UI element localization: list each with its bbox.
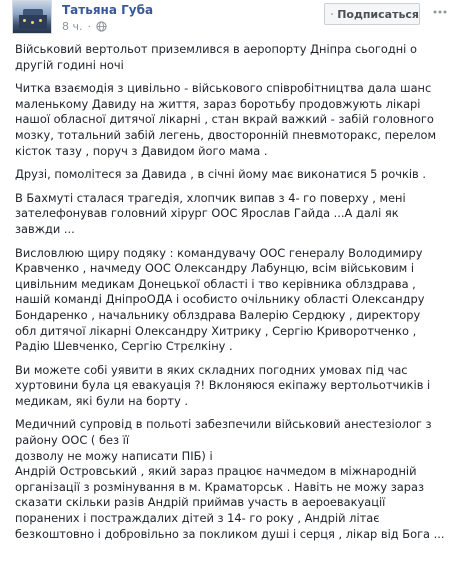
post-paragraph: Друзі, помолітеся за Давида , в січні йому має виконатися 5 рочків .	[15, 167, 426, 182]
post-meta	[62, 20, 107, 33]
post-paragraph: Висловлюю щиру подяку : командувачу ООС генералу Володимиру Кравченко , начмеду ООС Олександру Лабунцю, всім військовим і цивільним медикам Донецької області і тво керівника облздрава , нашій команді ДніпроОДА і особисто очільнику області Олександру Бондаренко , начальнику облздрава Валерію Сердюку , директору обл дитячої лікарні Олександру Хитрику , Сергію Криворотченко , Радію Шевченко, Сергію Стрєлкіну .	[15, 245, 425, 354]
post-timestamp[interactable]: 8 ч.	[62, 20, 83, 33]
subscribe-label: Подписаться	[337, 7, 419, 21]
post-paragraph: Військовий вертольот приземлився в аеропорту Дніпра сьогодні о другій годині ночі	[15, 42, 417, 72]
post-paragraph: Ви можете собі уявити в яких складних погодних умовах під час хуртовини була ця евакуація ?! Вклоняюся екіпажу вертольотчиків і медикам, які були на борту .	[15, 362, 431, 408]
globe-icon[interactable]	[96, 21, 107, 32]
post-paragraph: В Бахмуті сталася трагедія, хлопчик випав з 4- го поверху , мені зателефонував головний хірург ООС Ярослав Гайда ...А далі як завжди ...	[15, 190, 406, 236]
subscribe-button[interactable]	[324, 3, 420, 25]
avatar-image-light	[23, 19, 26, 22]
avatar-image-light	[31, 21, 34, 24]
avatar-image-light	[39, 19, 42, 22]
ellipsis-icon[interactable]	[432, 4, 448, 20]
post-paragraph: Медичний супровід в польоті забезпечили військовий анестезіолог з району ООС ( без її дозволу не можу написати ПІБ) і Андрій Островський , який зараз працює начмедом в міжнародній організації з розмінування в м. Краматорськ . Навіть не можу зараз сказати скільки разів Андрій приймав участь в аероевакуації поранених і постраждалих дітей з 14- го року , Андрій літає безкоштовно і добровільно за покликом душі і серця , лікар від Бога ...	[15, 417, 445, 541]
post-paragraph: Читка взаємодія з цивільно - військового співробітництва дала шанс маленькому Давиду на життя, зараз боротьбу продовжують лікарі нашої обласної дитячої лікарні , стан вкрай важкий - забій головного мозку, тотальний забій легень, двосторонній пневмоторакс, перелом кісток тазу , поруч з Давидом його мама .	[15, 81, 437, 158]
meta-separator: ·	[87, 20, 91, 33]
avatar[interactable]	[12, 0, 52, 34]
post-body	[15, 42, 445, 542]
rss-icon	[331, 8, 333, 20]
post-header	[0, 0, 456, 40]
author-name-link[interactable]: Татьяна Губа	[62, 3, 154, 17]
